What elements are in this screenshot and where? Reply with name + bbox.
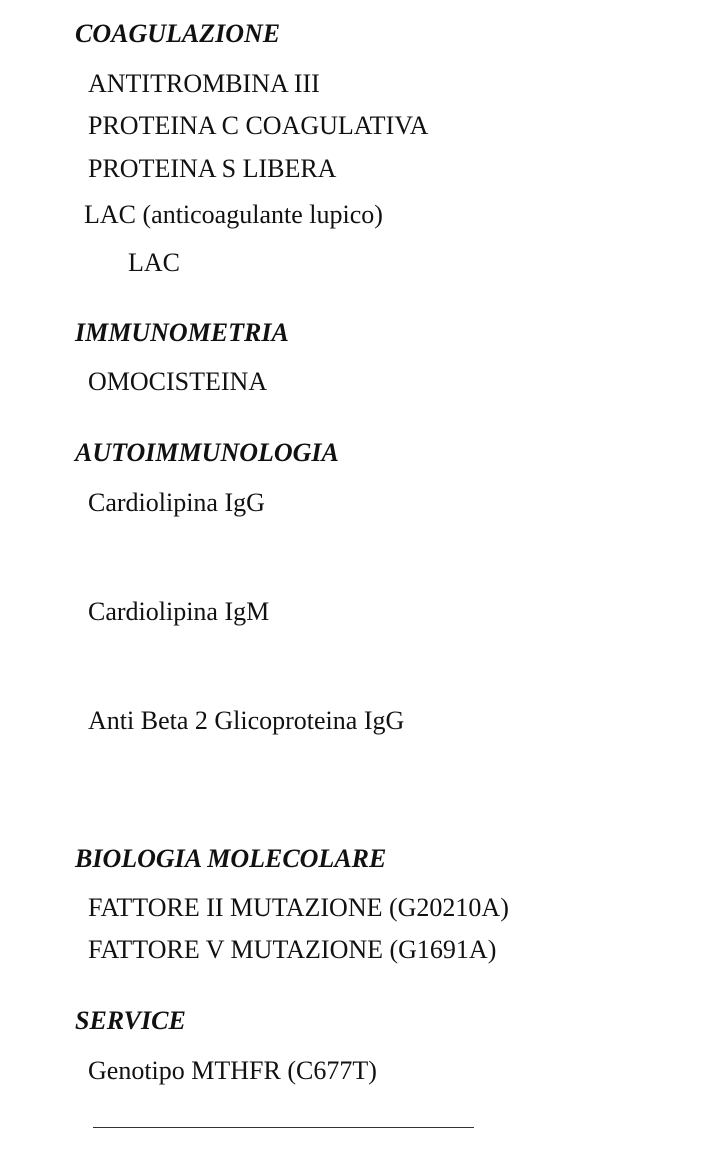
section-heading-service: SERVICE [75,1006,186,1035]
test-lac-group: LAC (anticoagulante lupico) [84,200,383,229]
test-cardiolipina-igg: Cardiolipina IgG [88,488,265,517]
test-anti-beta2: Anti Beta 2 Glicoproteina IgG [88,706,405,735]
signature-line [93,1127,474,1128]
section-heading-immunometria: IMMUNOMETRIA [75,318,289,347]
test-fattore-ii: FATTORE II MUTAZIONE (G20210A) [88,893,509,922]
test-proteina-s: PROTEINA S LIBERA [88,154,337,183]
test-antitrombina: ANTITROMBINA III [88,69,320,98]
section-heading-autoimmunologia: AUTOIMMUNOLOGIA [75,438,339,467]
test-omocisteina: OMOCISTEINA [88,367,268,396]
test-cardiolipina-igm: Cardiolipina IgM [88,597,270,626]
test-genotipo-mthfr: Genotipo MTHFR (C677T) [88,1056,377,1085]
test-lac: LAC [128,248,180,277]
test-fattore-v: FATTORE V MUTAZIONE (G1691A) [88,935,497,964]
test-proteina-c: PROTEINA C COAGULATIVA [88,111,429,140]
section-heading-biologia-molecolare: BIOLOGIA MOLECOLARE [75,844,387,873]
section-heading-coagulazione: COAGULAZIONE [75,19,281,48]
